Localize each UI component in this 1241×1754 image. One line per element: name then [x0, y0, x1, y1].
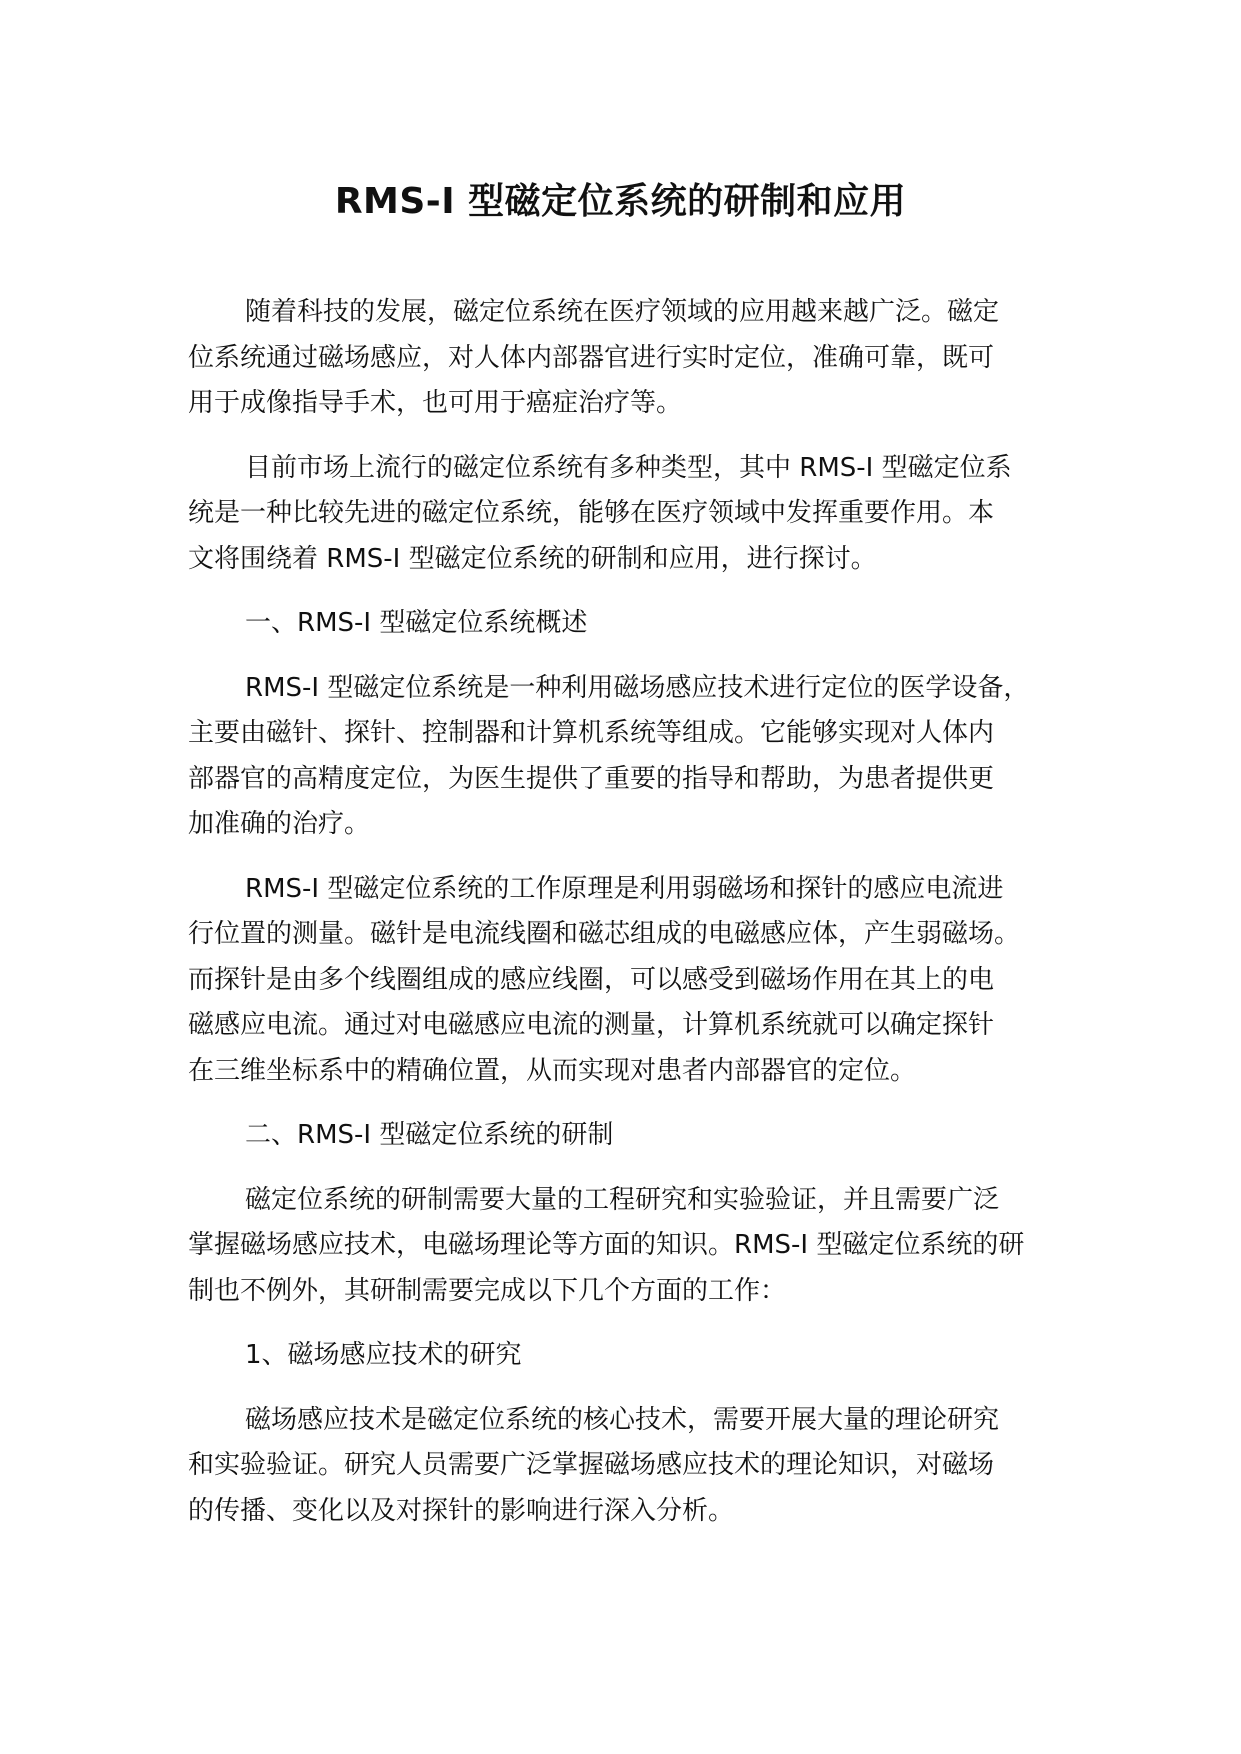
text-line: 部器官的高精度定位，为医生提供了重要的指导和帮助，为患者提供更 — [188, 763, 995, 794]
body-paragraph — [188, 290, 1088, 427]
text-line: 1、磁场感应技术的研究 — [245, 1340, 522, 1370]
text-line: 主要由磁针、探针、控制器和计算机系统等组成。它能够实现对人体内 — [188, 718, 995, 748]
text-line: 用于成像指导手术，也可用于癌症治疗等。 — [188, 388, 683, 418]
text-line: 和实验验证。研究人员需要广泛掌握磁场感应技术的理论知识，对磁场 — [188, 1450, 995, 1480]
text-line: RMS-I 型磁定位系统是一种利用磁场感应技术进行定位的医学设备， — [245, 672, 1030, 703]
body-paragraph — [188, 1178, 1088, 1315]
text-line: 在三维坐标系中的精确位置，从而实现对患者内部器官的定位。 — [188, 1055, 917, 1086]
text-line: 随着科技的发展，磁定位系统在医疗领域的应用越来越广泛。磁定 — [245, 297, 1000, 327]
body-paragraph — [188, 1398, 1088, 1535]
section-heading — [188, 1113, 1088, 1159]
text-line: 行位置的测量。磁针是电流线圈和磁芯组成的电磁感应体，产生弱磁场。 — [188, 919, 1021, 949]
text-line: 而探针是由多个线圈组成的感应线圈，可以感受到磁场作用在其上的电 — [188, 964, 995, 995]
text-line: 统是一种比较先进的磁定位系统，能够在医疗领域中发挥重要作用。本 — [188, 498, 995, 528]
section-heading — [188, 601, 1088, 647]
text-line: 掌握磁场感应技术，电磁场理论等方面的知识。RMS-I 型磁定位系统的研 — [188, 1230, 1025, 1260]
text-line: 二、RMS-I 型磁定位系统的研制 — [245, 1120, 614, 1150]
text-line: 目前市场上流行的磁定位系统有多种类型，其中 RMS-I 型磁定位系 — [245, 452, 1012, 483]
text-line: 的传播、变化以及对探针的影响进行深入分析。 — [188, 1495, 735, 1526]
text-line: 位系统通过磁场感应，对人体内部器官进行实时定位，准确可靠，既可 — [188, 342, 995, 373]
body-paragraph — [188, 446, 1088, 583]
text-line: 加准确的治疗。 — [188, 809, 371, 839]
text-line: 磁感应电流。通过对电磁感应电流的测量，计算机系统就可以确定探针 — [188, 1010, 995, 1040]
text-line: 一、RMS-I 型磁定位系统概述 — [245, 608, 588, 638]
text-line: 磁场感应技术是磁定位系统的核心技术，需要开展大量的理论研究 — [245, 1404, 1000, 1435]
document-title: RMS-I 型磁定位系统的研制和应用 — [334, 181, 907, 222]
body-paragraph — [188, 867, 1088, 1095]
document-body — [188, 290, 1088, 1553]
text-line: 文将围绕着 RMS-I 型磁定位系统的研制和应用，进行探讨。 — [188, 543, 877, 574]
body-paragraph — [188, 666, 1088, 848]
text-line: 制也不例外，其研制需要完成以下几个方面的工作： — [188, 1275, 787, 1306]
section-heading — [188, 1333, 1088, 1379]
text-line: 磁定位系统的研制需要大量的工程研究和实验验证，并且需要广泛 — [245, 1184, 1000, 1215]
text-line: RMS-I 型磁定位系统的工作原理是利用弱磁场和探针的感应电流进 — [245, 873, 1004, 904]
